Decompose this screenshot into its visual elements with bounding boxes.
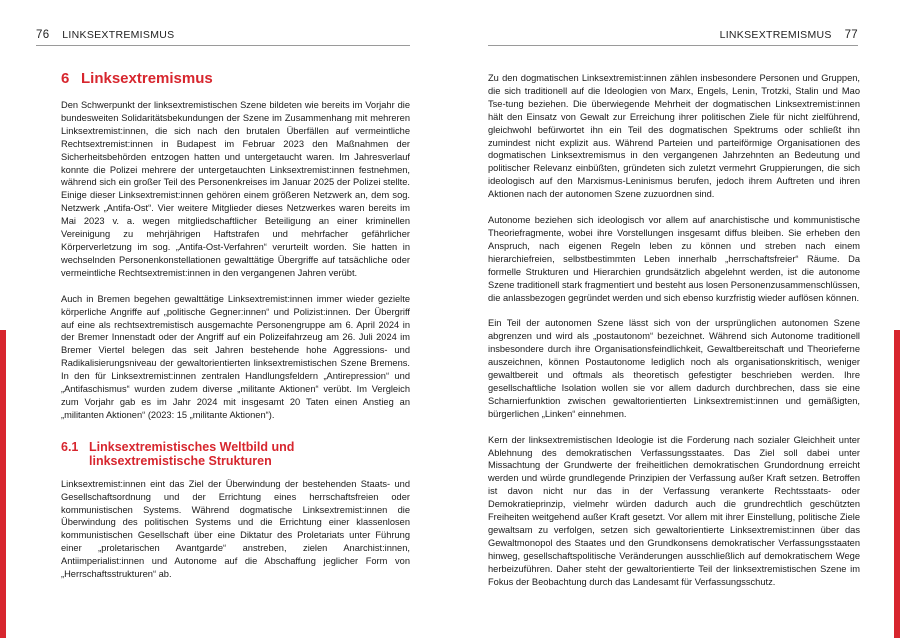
left-page-content [61, 70, 410, 594]
right-page-content [488, 72, 860, 602]
chapter-number: 6 [61, 70, 70, 87]
section-title: Linksextremistisches Weltbild und linksextremistische Strukturen [89, 439, 295, 468]
paragraph: Zu den dogmatischen Linksextremist:innen zählen insbesondere Personen und Gruppen, die sich traditionell auf die Ideologien von Marx, Engels, Lenin, Trotzki, Stalin und Mao Tse-tung beziehen. Die überwiegende Mehrheit der dogmatischen Linksextremist:innen hält den Einsatz von Gewalt zur Erreichung ihrer politischen Ziele für nicht zielführend, gleichwohl befürwortet ihn ein Teil des dogmatischen Spektrums oder schließt ihn zumindest nicht explizit aus. Während Parteien und parteiförmige Organisationen des dogmatischen Linksextremismus in den vergangenen Jahrzehnten an Bedeutung und politischer Relevanz einbüßten, gründeten sich zuletzt vermehrt Gruppierungen, die sich ideologisch auf den Marxismus-Leninismus berufen, jedoch ihrem Auftreten und ihren Aktionen nach der autonomen Szene zuzuordnen sind. [488, 73, 860, 200]
paragraph: Ein Teil der autonomen Szene lässt sich von der ursprünglichen autonomen Szene abgrenzen und wird als „postautonom“ bezeichnet. Während sich Autonome traditionell insbesondere durch ihre Organisationsfeindlichkeit, Gewaltbereitschaft und Theorieferne auszeichnen, können Postautonome lediglich noch als organisationskritisch, weniger gewaltbereit und oftmals als theoretisch gefestigter beschrieben werden. Ihre gesellschaftliche Isolation wollen sie vor allem dadurch durchbrechen, dass sie eine Scharnierfunktion zwischen gewaltorientierten Linksextremist:innen und gemäßigten, bürgerlichen „Linken“ einnehmen. [488, 318, 860, 419]
right-header-rule [488, 45, 858, 46]
section-number: 6.1 [61, 439, 79, 454]
right-page [450, 0, 900, 638]
left-header-rule [36, 45, 410, 46]
chapter-title: Linksextremismus [81, 70, 213, 87]
left-running-header [36, 29, 174, 41]
paragraph: Linksextremist:innen eint das Ziel der Überwindung der bestehenden Staats- und Gesellschaftsordnung und der Errichtung eines herrschaftsfreien oder kommunistischen Systems. Während dogmatische Linksextremist:innen die Überwindung des politischen Systems und die Errichtung einer klassenlosen kommunistischen Gesellschaft über eine Diktatur des Proletariats unter Führung einer „proletarischen Avantgarde“ anstreben, zielen Anarchist:innen, Antiimperialist:innen und Autonome auf die Abschaffung jeglicher Form von „Herrschaftsstrukturen“ ab. [61, 478, 410, 580]
right-header-title: LINKSEXTREMISMUS [719, 29, 832, 41]
right-running-header [720, 29, 858, 41]
chapter-heading [61, 70, 410, 87]
paragraph: Autonome beziehen sich ideologisch vor allem auf anarchistische und kommunistische Theoriefragmente, wobei ihre Vorstellungen insgesamt diffus bleiben. Sie erheben den Anspruch, nach eigenen Regeln leben zu können und streben nach einem hierarchiefreien, selbstbestimmten Leben innerhalb „herrschaftsfreier“ Räume. Da formelle Strukturen und Hierarchien grundsätzlich abgelehnt werden, ist die autonome Szene traditionell stark fragmentiert und besteht aus losen Personenzusammenschlüssen, die anlassbezogen gegründet werden und sich ebenso kurzfristig wieder auflösen können. [488, 215, 860, 303]
section-heading [61, 440, 410, 468]
paragraph: Kern der linksextremistischen Ideologie ist die Forderung nach sozialer Gleichheit unter Ablehnung des demokratischen Verfassungsstaates. Das Ziel soll dabei unter Missachtung der Grundwerte der freiheitlichen demokratischen Grundordnung erreicht werden und würde grundlegende Prinzipien der Verfassung außer Kraft setzen. Betroffen ist davon nicht nur das in der Verfassung verankerte Rechtsstaats- oder Demokratieprinzip, vielmehr würden dadurch auch die grundrechtlich geschützten Freiheiten weitgehend außer Kraft gesetzt. Vor allem mit ihrer Einstellung, politische Ziele gewaltsam zu verfolgen, setzen sich gewaltorientierte Linksextremist:innen über das Gewaltmonopol des Staates und den Grundkonsens demokratischer Verfassungsstaaten hinweg, gesellschaftspolitische Veränderungen ausschließlich auf demokratischem Wege herbeizuführen. Daher steht der gewaltorientierte Teil der linksextremistischen Szene im Fokus der Beobachtung durch das Landesamt für Verfassungsschutz. [488, 434, 860, 587]
paragraph: Auch in Bremen begehen gewalttätige Linksextremist:innen immer wieder gezielte körperliche Angriffe auf „politische Gegner:innen“ und Polizist:innen. Der Übergriff auf eine als rechtsextremistisch ausgemachte Personengruppe am 6. April 2024 in der Bremer Innenstadt oder der Angriff auf ein Polizeifahrzeug am 26. Juli 2024 im Bremer Viertel belegen das seit Jahren bestehende hohe Aggressions- und Radikalisierungsniveau der gewaltorientierten linksextremistischen Szene Bremens. In den für Linksextremist:innen zentralen Handlungsfeldern „Antirepression“ und „Antifaschismus“ wurden zudem diverse „militante Aktionen“ verübt. Im Vergleich zum Vorjahr gab es im Jahr 2024 mit insgesamt 20 Taten einen Anstieg an „militanten Aktionen“ (2023: 15 „militante Aktionen“). [61, 293, 410, 420]
right-page-number: 77 [844, 29, 858, 41]
paragraph: Den Schwerpunkt der linksextremistischen Szene bildeten wie bereits im Vorjahr die bundesweiten Solidaritätsbekundungen der Szene im Zusammenhang mit mehreren Linksextremist:innen, die sich nach den brutalen Überfällen auf vermeintliche Rechtsextremist:innen in Budapest im Februar 2023 den Maßnahmen der Sicherheitsbehörden entzogen hatten und untergetaucht waren. Im Jahresverlauf konnte die Polizei mehrere der untergetauchten Linksextremist:innen festnehmen, während sich ein großer Teil des Personenkreises im Januar 2025 der Polizei stellte. Einige dieser Linksextremist:innen gehören einem größeren Netzwerk an, dem sog. Netzwerk „Antifa-Ost“. Vier weitere Mitglieder dieses Netzwerkes waren bereits im Mai 2023 v. a. wegen mitgliedschaftlicher Beteiligung an einer kriminellen Vereinigung zu mehrjährigen Haftstrafen und mehrfacher gefährlicher Körperverletzung im sog. „Antifa-Ost-Verfahren“ verurteilt worden. Sie hatten in wechselnden Personenkonstellationen gewalttätige Übergriffe auf tatsächliche oder vermeintliche Rechtsextremist:innen in den vergangenen Jahren verübt. [61, 100, 410, 278]
left-header-title: LINKSEXTREMISMUS [62, 29, 175, 41]
left-page-number: 76 [36, 29, 50, 41]
